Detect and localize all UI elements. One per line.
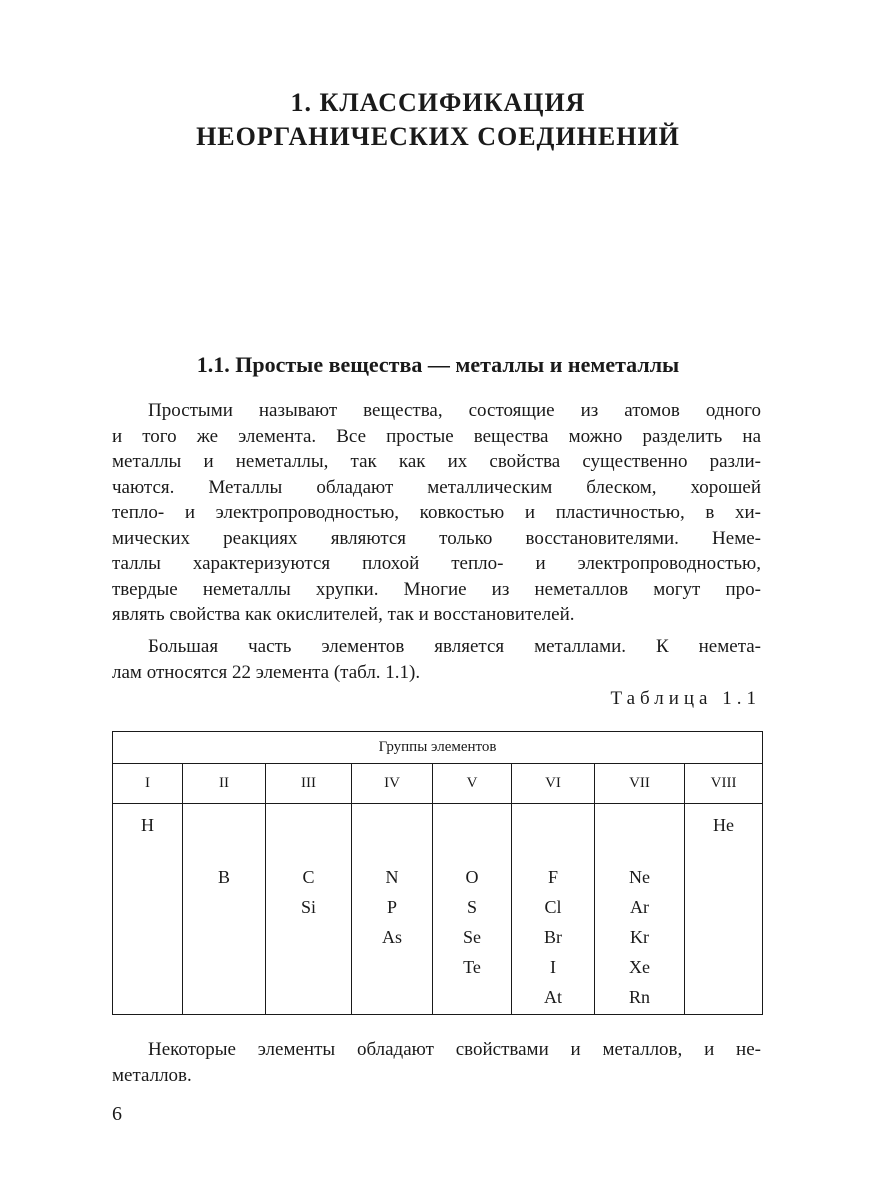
- section-title: 1.1. Простые вещества — металлы и неметаллы: [196, 352, 680, 377]
- table-header-groups: Группы элементов: [113, 732, 763, 764]
- group-header: VIII: [685, 764, 763, 804]
- group-header: VI: [512, 764, 595, 804]
- group-header: I: [113, 764, 183, 804]
- text-line: тепло- и электропроводностью, ковкостью и пластичностью, в хи-: [112, 502, 761, 523]
- element-symbol: P: [386, 897, 397, 917]
- chapter-title-line-1: 1. КЛАССИФИКАЦИЯ: [290, 88, 586, 117]
- element-symbol: Rn: [628, 987, 650, 1007]
- text-line: металлов.: [112, 1064, 192, 1086]
- element-symbol: B: [217, 867, 230, 887]
- group-header: V: [433, 764, 512, 804]
- text-line: являть свойства как окислителей, так и восстановителей.: [112, 604, 575, 625]
- group-header: II: [183, 764, 266, 804]
- element-symbol: Ar: [630, 897, 649, 917]
- element-symbol: S: [466, 897, 477, 917]
- element-symbol: Cl: [544, 897, 562, 917]
- group-cell-VI: [512, 804, 595, 1015]
- element-symbol: Se: [463, 927, 481, 947]
- text-line: Простыми называют вещества, состоящие из атомов одного: [148, 400, 761, 421]
- element-symbol: I: [550, 957, 556, 977]
- paragraph-metals-majority: [112, 634, 761, 685]
- element-symbol: Ne: [629, 867, 650, 887]
- element-symbol: H: [141, 815, 154, 835]
- chapter-title-line-2: НЕОРГАНИЧЕСКИХ СОЕДИНЕНИЙ: [196, 122, 680, 151]
- element-symbol: C: [302, 867, 315, 887]
- text-line: лам относятся 22 элемента (табл. 1.1).: [112, 661, 421, 683]
- text-line: металлы и неметаллы, так как их свойства существенно разли-: [112, 451, 761, 472]
- group-header: III: [266, 764, 352, 804]
- text-line: Некоторые элементы обладают свойствами и металлов, и не-: [148, 1039, 761, 1060]
- element-symbol: Kr: [630, 927, 649, 947]
- element-symbol: Br: [544, 927, 562, 947]
- table-caption: Таблица 1.1: [610, 688, 761, 709]
- text-line: таллы характеризуются плохой тепло- и электропроводностью,: [112, 553, 761, 574]
- element-symbol: Te: [463, 957, 481, 977]
- element-symbol: N: [385, 867, 399, 887]
- paragraph-simple-substances: [112, 398, 761, 628]
- element-symbol: He: [713, 815, 735, 835]
- group-cell-VII: [595, 804, 685, 1015]
- text-line: чаются. Металлы обладают металлическим блеском, хорошей: [112, 476, 761, 498]
- group-cell-V: [433, 804, 512, 1015]
- element-symbol: O: [465, 867, 479, 887]
- element-symbol: As: [381, 927, 402, 947]
- group-cell-III: [266, 804, 352, 1015]
- element-symbol: At: [544, 987, 562, 1007]
- group-header: IV: [352, 764, 433, 804]
- group-cell-II: [183, 804, 266, 1015]
- group-header: VII: [595, 764, 685, 804]
- text-line: мических реакциях являются только восстановителями. Неме-: [112, 527, 761, 549]
- group-cell-VIII: [685, 804, 763, 1015]
- group-cell-I: [113, 804, 183, 1015]
- nonmetals-table: [112, 731, 763, 1015]
- text-line: Большая часть элементов является металлами. К немета-: [148, 636, 761, 657]
- element-symbol: Si: [300, 897, 316, 917]
- text-line: твердые неметаллы хрупки. Многие из неметаллов могут про-: [112, 578, 761, 600]
- page-number: 6: [112, 1103, 122, 1125]
- element-symbol: F: [547, 867, 558, 887]
- text-line: и того же элемента. Все простые вещества можно разделить на: [112, 425, 761, 447]
- paragraph-amphoteric: [112, 1037, 761, 1088]
- group-cell-IV: [352, 804, 433, 1015]
- chapter-title: [0, 86, 876, 154]
- element-symbol: Xe: [629, 957, 650, 977]
